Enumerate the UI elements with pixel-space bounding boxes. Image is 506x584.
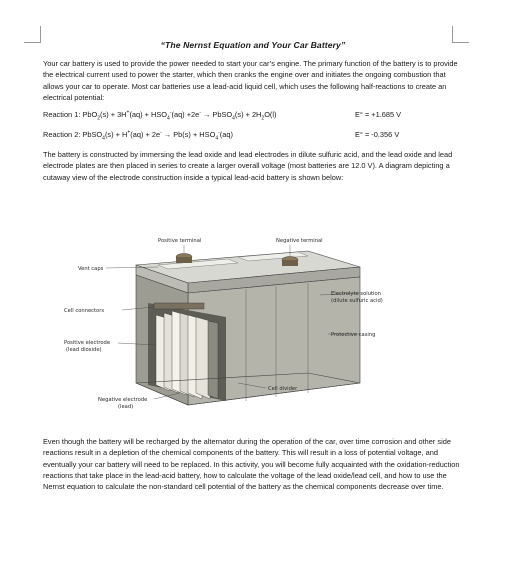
battery-cutaway-diagram — [58, 233, 398, 423]
negative-terminal-base — [282, 260, 298, 266]
label-cell-divider: Cell divider — [268, 386, 298, 392]
r1-sub: 2 — [97, 115, 101, 122]
r1-part: → PbSO — [200, 110, 233, 120]
electrode-plates — [156, 311, 218, 399]
label-electrolyte-1: Electrolyte solution — [331, 291, 381, 297]
r2-sup: - — [160, 129, 162, 136]
label-vent-caps: Vent caps — [78, 266, 104, 272]
r1-part: O(l) — [264, 110, 277, 120]
positive-terminal-base — [176, 257, 192, 263]
r1-sub: 4 — [167, 115, 170, 122]
r1-part: (s) + 3H — [100, 110, 127, 120]
r2-part: (aq) + 2e — [130, 130, 161, 140]
r2-sup: - — [218, 129, 220, 136]
reaction-2-label: Reaction 2: — [43, 130, 83, 140]
r2-sup: + — [127, 129, 131, 136]
construction-paragraph: The battery is constructed by immersing the lead oxide and lead electrodes in dilute sulfuric acid, and the lead oxide and lead electrode plates are then placed in series to create a larger overall voltage (most batteries are 12.0 V). A diagram depicting a cutaway view of the electrode construction inside a typical lead-acid battery is shown below: — [43, 150, 453, 182]
r2-part: (s) + H — [104, 130, 128, 140]
label-positive-terminal: Positive terminal — [158, 238, 202, 244]
document-page — [43, 40, 463, 189]
r1-part: PbO — [82, 110, 98, 120]
label-positive-electrode-2: (lead dioxide) — [66, 347, 102, 353]
r1-part: (s) + 2H — [234, 110, 262, 120]
label-negative-electrode-2: (lead) — [118, 404, 134, 410]
r2-sub: 4 — [215, 135, 219, 142]
r2-part: → Pb(s) + HSO — [161, 130, 216, 140]
r2-part: (aq) — [219, 130, 233, 140]
r1-sup: - — [199, 109, 201, 116]
r2-sub: 4 — [102, 135, 105, 142]
label-electrolyte-2: (dilute sulfuric acid) — [331, 298, 383, 304]
r1-part: (aq) + HSO — [129, 110, 168, 120]
conclusion-paragraph: Even though the battery will be recharged by the alternator during the operation of the car, over time corrosion and other side reactions result in a depletion of the chemical components of the battery. This will result in a loss of potential voltage, and eventually your car battery will need to be replaced. In this activity, you will become fully acquainted with the oxidation-reduction reactions that take place in the lead-acid battery, how to calculate the voltage of the lead oxide/lead cell, and how to use the Nernst equation to calculate the non-standard cell potential of the battery as the chemical components decrease over time. — [43, 437, 460, 492]
reaction-2-equation — [43, 129, 355, 140]
r1-sub: 2 — [261, 115, 265, 122]
label-cell-connectors: Cell connectors — [64, 308, 105, 314]
r1-sub: 4 — [232, 115, 235, 122]
label-protective-casing: Protective casing — [331, 332, 376, 338]
label-negative-electrode-1: Negative electrode — [98, 397, 148, 403]
r1-sup: - — [169, 109, 172, 116]
label-negative-terminal: Negative terminal — [276, 238, 323, 244]
reaction-2 — [43, 129, 463, 140]
r1-part: (aq) +2e — [171, 110, 200, 120]
r1-sup: + — [126, 109, 130, 116]
r2-part: PbSO — [82, 130, 103, 140]
label-positive-electrode-1: Positive electrode — [64, 340, 111, 346]
reaction-1 — [43, 109, 463, 120]
reaction-1-potential: E° = +1.685 V — [355, 110, 402, 120]
battery-illustration — [58, 233, 398, 423]
cell-connector-bar — [154, 303, 204, 309]
intro-paragraph: Your car battery is used to provide the power needed to start your car’s engine. The primary function of the battery is to provide the electrical current used to power the starter, which then cranks the engine over and initiates the ongoing combustion that allows your car to operate. Most car batteries use a lead-acid liquid cell, which uses the following half-reactions to create an electrical potential: — [43, 59, 458, 102]
crop-mark-top-left — [24, 26, 41, 43]
page-title: “The Nernst Equation and Your Car Battery” — [160, 40, 346, 50]
reaction-1-equation — [43, 109, 355, 120]
reaction-2-potential: E° = -0.356 V — [355, 130, 400, 140]
conclusion-block — [43, 436, 463, 498]
reaction-1-label: Reaction 1: — [43, 110, 83, 120]
